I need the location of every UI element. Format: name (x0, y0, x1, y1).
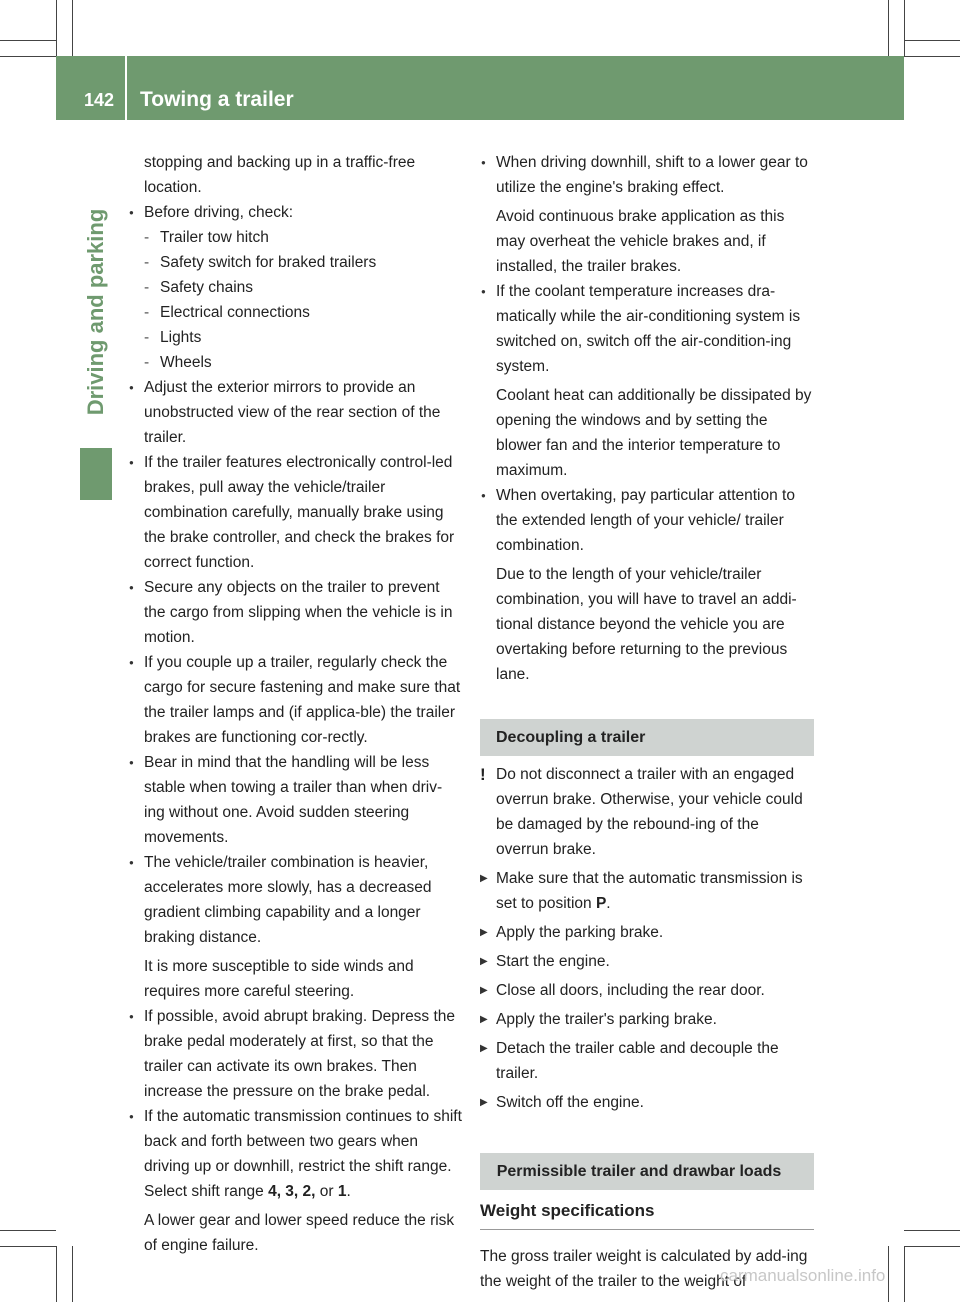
bullet-item: ● If the coolant temperature increases dra-matically while the air-conditioning system is switched on, switch off the air-condition-ing system. (480, 279, 814, 379)
bullet-note: Due to the length of your vehicle/trailer combination, you will have to travel an addi-tional distance beyond the vehicle you are overtaking before returning to the previous lane. (496, 566, 797, 683)
right-column (480, 150, 814, 1294)
crop-mark (904, 1230, 960, 1231)
bullet-item (128, 1104, 462, 1204)
instruction-step: ▶ Close all doors, including the rear door. (480, 978, 814, 1003)
loads-heading: Permissible trailer and drawbar loads (480, 1153, 814, 1190)
shift-range-key: 4, 3, 2, (268, 1183, 316, 1200)
crop-mark (904, 1246, 905, 1302)
instruction-step: ▶ Start the engine. (480, 949, 814, 974)
bullet-item: ● Bear in mind that the handling will be less stable when towing a trailer than when driv-ing without one. Avoid sudden steering movements. (128, 750, 462, 850)
text-run: Make sure that the automatic transmission is set to position (496, 870, 803, 912)
bullet-note: A lower gear and lower speed reduce the risk of engine failure. (144, 1212, 455, 1254)
weight-subheading: Weight specifications (480, 1198, 814, 1230)
checklist-item: - Trailer tow hitch (128, 225, 462, 250)
bullet-item: ● If the trailer features electronically control-led brakes, pull away the vehicle/trailer combination carefully, manually brake using the brake controller, and check the brakes for correct function. (128, 450, 462, 575)
side-tab-block (80, 448, 112, 500)
instruction-step: ▶ Apply the trailer's parking brake. (480, 1007, 814, 1032)
text-run: If the automatic transmission continues to shift back and forth between two gears when driving up or downhill, restrict the shift range. Select shift range (144, 1108, 462, 1200)
bullet-item: ● The vehicle/trailer combination is heavier, accelerates more slowly, has a decreased gradient climbing capability and a longer braking distance. (128, 850, 462, 950)
crop-mark (904, 1246, 960, 1247)
crop-mark (888, 0, 889, 56)
checklist-item: - Safety switch for braked trailers (128, 250, 462, 275)
text-run: . (606, 895, 611, 912)
bullet-note: Avoid continuous brake application as this may overheat the vehicle brakes and, if installed, the trailer brakes. (496, 208, 785, 275)
crop-mark (72, 1246, 73, 1302)
crop-mark (72, 0, 73, 56)
section-title: Towing a trailer (140, 88, 294, 111)
instruction-step (480, 866, 814, 916)
instruction-step: ▶ Detach the trailer cable and decouple the trailer. (480, 1036, 814, 1086)
text-run: . (346, 1183, 351, 1200)
position-key: P (595, 895, 607, 912)
side-tab-label: Driving and parking (83, 208, 108, 416)
crop-mark (0, 1230, 56, 1231)
bullet-item: ● If you couple up a trailer, regularly check the cargo for secure fastening and make sure that the trailer lamps and (if applica-ble) the trailer brakes are functioning cor-rectly. (128, 650, 462, 750)
bullet-item: ● If possible, avoid abrupt braking. Depress the brake pedal moderately at first, so that the trailer can activate its own brakes. Then increase the pressure on the brake pedal. (128, 1004, 462, 1104)
bullet-note: It is more susceptible to side winds and requires more careful steering. (144, 958, 414, 1000)
crop-mark (56, 1246, 57, 1302)
checklist-item: - Safety chains (128, 275, 462, 300)
warning-icon: ! (480, 765, 486, 784)
header-divider (125, 56, 127, 120)
crop-mark (0, 1246, 56, 1247)
bullet-item: ● Before driving, check: (128, 200, 462, 225)
crop-mark (56, 0, 57, 56)
crop-mark (0, 56, 56, 57)
crop-mark (0, 40, 56, 41)
shift-range-key: 1 (337, 1183, 347, 1200)
crop-mark (888, 1246, 889, 1302)
checklist-item: - Lights (128, 325, 462, 350)
warning-note (480, 762, 814, 862)
weight-paragraph: The gross trailer weight is calculated by add-ing the weight of the trailer to the weight of (480, 1248, 808, 1290)
instruction-step: ▶ Switch off the engine. (480, 1090, 814, 1115)
checklist-item: - Electrical connections (128, 300, 462, 325)
bullet-item: ● When overtaking, pay particular attention to the extended length of your vehicle/ trailer combination. (480, 483, 814, 558)
watermark: carmanualsonline.info (720, 1266, 886, 1285)
left-column (128, 150, 462, 1258)
bullet-item: ● Secure any objects on the trailer to prevent the cargo from slipping when the vehicle is in motion. (128, 575, 462, 650)
instruction-step: ▶ Apply the parking brake. (480, 920, 814, 945)
decoupling-heading: Decoupling a trailer (480, 719, 814, 756)
bullet-note: Coolant heat can additionally be dissipated by opening the windows and by setting the blower fan and the interior temperature to maximum. (496, 387, 812, 479)
crop-mark (904, 0, 905, 56)
checklist-item: - Wheels (128, 350, 462, 375)
crop-mark (904, 56, 960, 57)
bullet-item: ● Adjust the exterior mirrors to provide an unobstructed view of the rear section of the trailer. (128, 375, 462, 450)
text-run: or (315, 1183, 338, 1200)
page-number: 142 (84, 90, 115, 110)
crop-mark (904, 40, 960, 41)
bullet-item: ● When driving downhill, shift to a lower gear to utilize the engine's braking effect. (480, 150, 814, 200)
warning-text: Do not disconnect a trailer with an engaged overrun brake. Otherwise, your vehicle could be damaged by the rebound-ing of the overrun brake. (496, 766, 803, 858)
continued-text: stopping and backing up in a traffic-free location. (144, 154, 416, 196)
